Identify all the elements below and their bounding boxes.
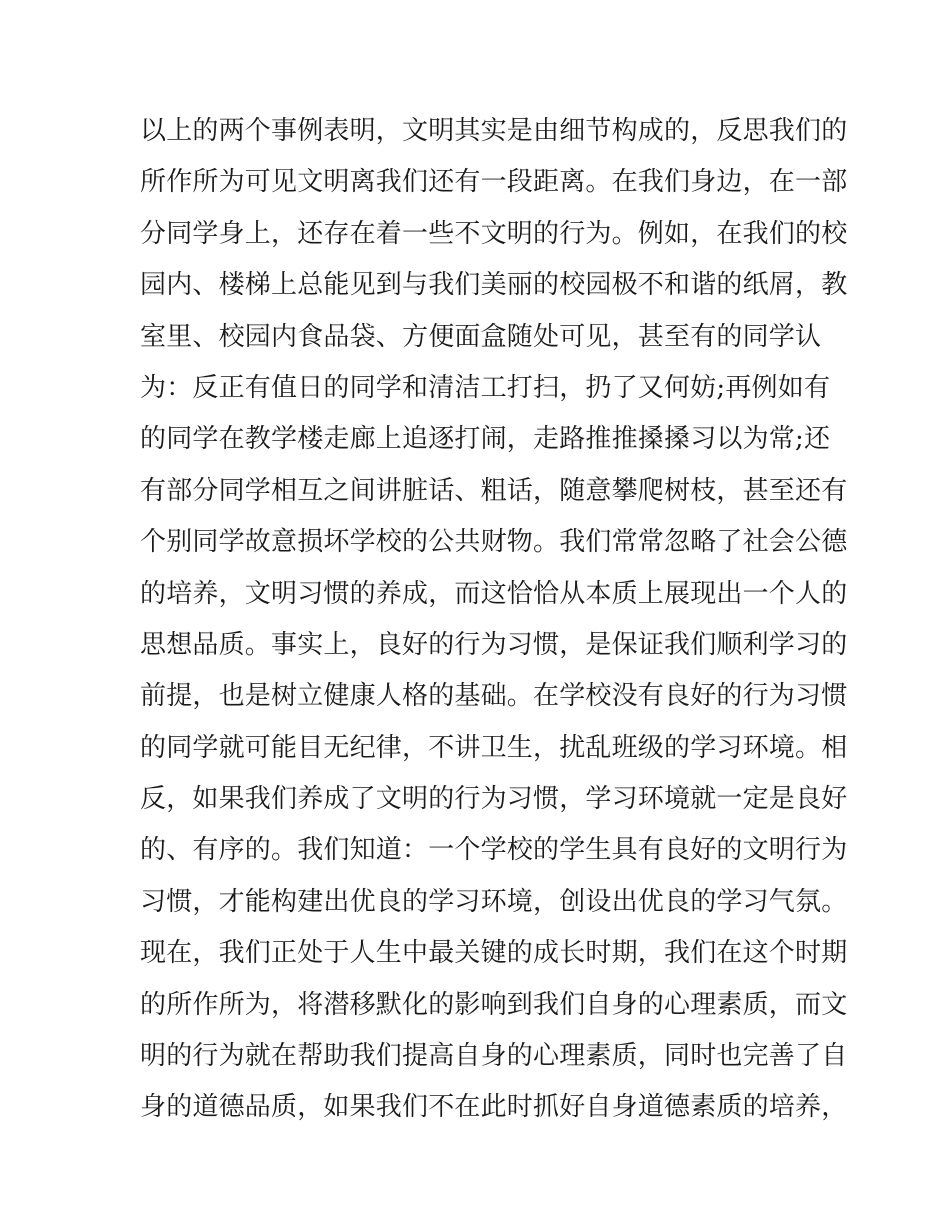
text-line: 有部分同学相互之间讲脏话、粗话，随意攀爬树枝，甚至还有 <box>140 475 848 506</box>
text-line: 反，如果我们养成了文明的行为习惯，学习环境就一定是良好 <box>140 784 848 815</box>
text-line: 分同学身上，还存在着一些不文明的行为。例如，在我们的校 <box>140 218 848 249</box>
text-line: 园内、楼梯上总能见到与我们美丽的校园极不和谐的纸屑，教 <box>140 270 848 301</box>
text-line: 前提，也是树立健康人格的基础。在学校没有良好的行为习惯 <box>140 681 848 712</box>
text-line: 明的行为就在帮助我们提高自身的心理素质，同时也完善了自 <box>140 1041 848 1072</box>
text-line: 思想品质。事实上，良好的行为习惯，是保证我们顺利学习的 <box>140 629 848 660</box>
text-line: 的同学就可能目无纪律，不讲卫生，扰乱班级的学习环境。相 <box>140 732 848 763</box>
text-line: 个别同学故意损坏学校的公共财物。我们常常忽略了社会公德 <box>140 527 848 558</box>
text-line: 以上的两个事例表明，文明其实是由细节构成的，反思我们的 <box>140 116 848 146</box>
body-text <box>140 106 848 1134</box>
text-line: 的所作所为，将潜移默化的影响到我们自身的心理素质，而文 <box>140 989 848 1020</box>
text-line: 为：反正有值日的同学和清洁工打扫，扔了又何妨;再例如有 <box>140 372 831 403</box>
text-line: 所作所为可见文明离我们还有一段距离。在我们身边，在一部 <box>140 167 848 198</box>
text-line: 习惯，才能构建出优良的学习环境，创设出优良的学习气氛。 <box>140 886 848 917</box>
text-line: 的培养，文明习惯的养成，而这恰恰从本质上展现出一个人的 <box>140 578 848 609</box>
text-line: 身的道德品质，如果我们不在此时抓好自身道德素质的培养， <box>140 1092 848 1123</box>
text-line: 的同学在教学楼走廊上追逐打闹，走路推推搡搡习以为常;还 <box>140 424 831 455</box>
text-line: 的、有序的。我们知道：一个学校的学生具有良好的文明行为 <box>140 835 848 866</box>
text-line: 室里、校园内食品袋、方便面盒随处可见，甚至有的同学认 <box>140 321 822 352</box>
text-line: 现在，我们正处于人生中最关键的成长时期，我们在这个时期 <box>140 938 848 969</box>
